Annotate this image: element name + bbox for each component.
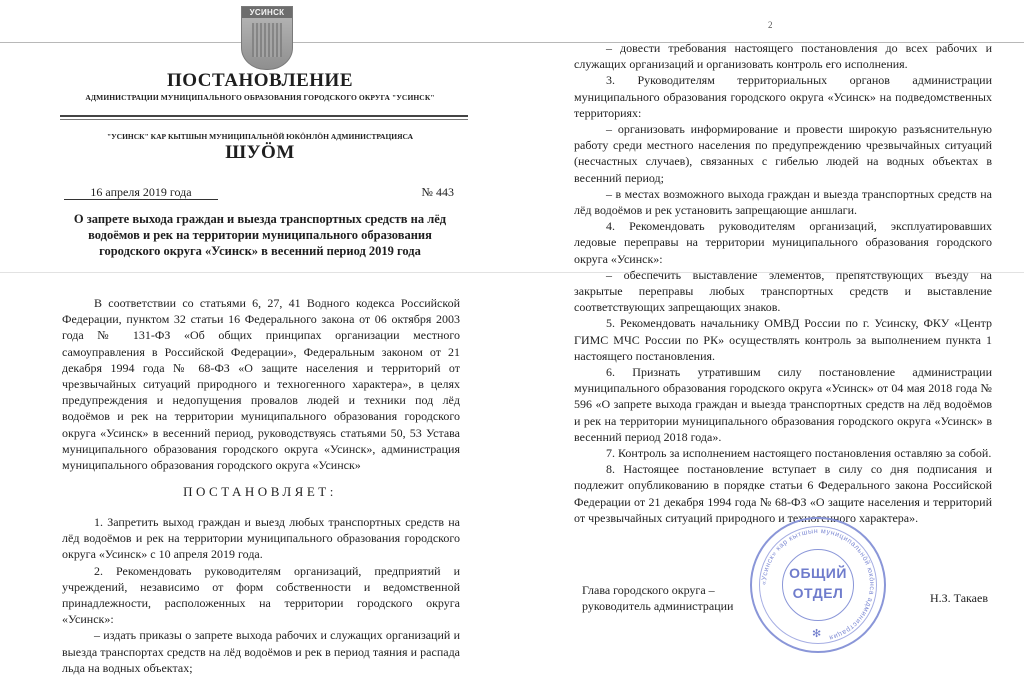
official-stamp [750,517,886,653]
resolution-item: 7. Контроль за исполнением настоящего постановления оставляю за собой. [606,446,992,461]
coat-of-arms-icon [241,6,293,70]
signatory-position-line-2: руководитель администрации [582,599,734,613]
resolution-item: – довести требования настоящего постановления до всех рабочих и служащих организаций и организовать контроль его исполнения. [574,41,992,72]
stamp-center-line-1: ОБЩИЙ [789,565,847,581]
komi-title: ШУÖМ [225,142,295,163]
document-page-2 [570,0,994,669]
document-number: № 443 [421,185,454,199]
document-heading: О запрете выхода граждан и выезда транспортных средств на лёд водоёмов и рек на территории муниципального образования городского округа «Усинск» в весенний период 2019 года [73,212,447,258]
resolution-item: 2. Рекомендовать руководителям организаций, предприятий и учреждений, независимо от форм собственности и ведомственной принадлежности, расположенных на территории городского округа «Усинск»: [62,563,460,627]
resolution-item: – обеспечить выставление элементов, препятствующих въезду на закрытые переправы любых транспортных средств и выставление соответствующих запрещающих знаков. [574,267,992,315]
resolution-item: 3. Руководителям территориальных органов администрации муниципального образования городского округа «Усинск» на подведомственных территориях: [574,73,992,120]
document-subtitle: АДМИНИСТРАЦИИ МУНИЦИПАЛЬНОГО ОБРАЗОВАНИЯ ГОРОДСКОГО ОКРУГА "УСИНСК" [85,93,435,102]
document-date: 16 апреля 2019 года [64,185,218,200]
resolution-item: – издать приказы о запрете выхода рабочих и служащих организаций и выезда транспортах средств на лёд водоёмов и рек в период таяния и распада льда на водных объектах; [62,628,460,675]
resolution-item: 6. Признать утратившим силу постановление администрации муниципального образования городского округа «Усинск» от 04 мая 2018 года № 596 «О запрете выхода граждан и выезда транспортных средств на лёд водоёмов и рек на территории муниципального образования городского округа «Усинск» в весенний период 2018 года». [574,365,992,444]
resolution-items-page-2 [574,40,992,526]
resolution-items-page-1 [62,514,460,676]
signatory-position-line-1: Глава городского округа – [582,583,715,597]
snowflake-icon: ✻ [812,628,822,640]
resolution-item: 1. Запретить выход граждан и выезд любых транспортных средств на лёд водоёмов и рек на территории муниципального образования городского округа «Усинск» с 10 апреля 2019 года. [62,515,460,562]
coat-of-arms-emblem [252,23,282,57]
preamble [62,295,460,473]
header-divider [60,115,468,120]
stamp-center-line-2: ОТДЕЛ [792,585,844,601]
resolution-item: – организовать информирование и провести широкую разъяснительную работу среди местного населения по предупреждению чрезвычайных ситуаций (несчастных случаев), связанных с гибелью людей на водных объектах в весенний период; [574,122,992,185]
stamp-ring-label: «Усинск» кар кытшын муниципальнöй юкöнса администрация [760,527,876,641]
signatory-name: Н.З. Такаев [930,591,989,605]
resolution-item: 8. Настоящее постановление вступает в силу со дня подписания и подлежит опубликованию в порядке статьи 6 Федерального закона Российской Федерации от 21 декабря 1994 года № 68-ФЗ «О защите населения и территорий от чрезвычайных ситуаций природного и техногенного характера». [574,462,992,525]
signatory-position [582,582,733,614]
page-number: 2 [768,20,773,30]
resolution-item: 4. Рекомендовать руководителям организаций, эксплуатировавших ледовые переправы на территории муниципального образования городского округа «Усинск»: [574,219,992,266]
document-title: ПОСТАНОВЛЕНИЕ [166,70,354,91]
resolves-heading: ПОСТАНОВЛЯЕТ: [183,484,337,499]
komi-subtitle: "УСИНСК" КАР КЫТШЫН МУНИЦИПАЛЬНÖЙ ЮКÖНЛÖН АДМИНИСТРАЦИЯСА [107,132,413,141]
resolution-item: – в местах возможного выхода граждан и выезда транспортных средств на лёд водоёмов и рек установить запрещающие аншлаги. [574,186,992,218]
resolution-item: 5. Рекомендовать начальнику ОМВД России по г. Усинску, ФКУ «Центр ГИМС МЧС России по РК» осуществлять контроль за выполнением пункта 1 настоящего постановления. [574,316,992,363]
preamble-paragraph: В соответствии со статьями 6, 27, 41 Водного кодекса Российской Федерации, пунктом 32 статьи 16 Федерального закона от 06 октября 2003 года № 131-ФЗ «Об общих принципах организации местного самоуправления в Российской Федерации», Федеральным законом от 21 декабря 1994 года № 68-ФЗ «О защите населения и территорий от чрезвычайных ситуаций природного и техногенного характера», в целях предупреждения и недопущения провалов людей и техники под лёд водоёмов и рек на территории муниципального образования городского округа «Усинск» в весенний период, руководствуясь статьями 50, 53 Устава муниципального образования городского округа «Усинск», администрация муниципального образования городского округа «Усинск» [62,296,460,473]
coat-of-arms-label: УСИНСК [242,7,292,18]
